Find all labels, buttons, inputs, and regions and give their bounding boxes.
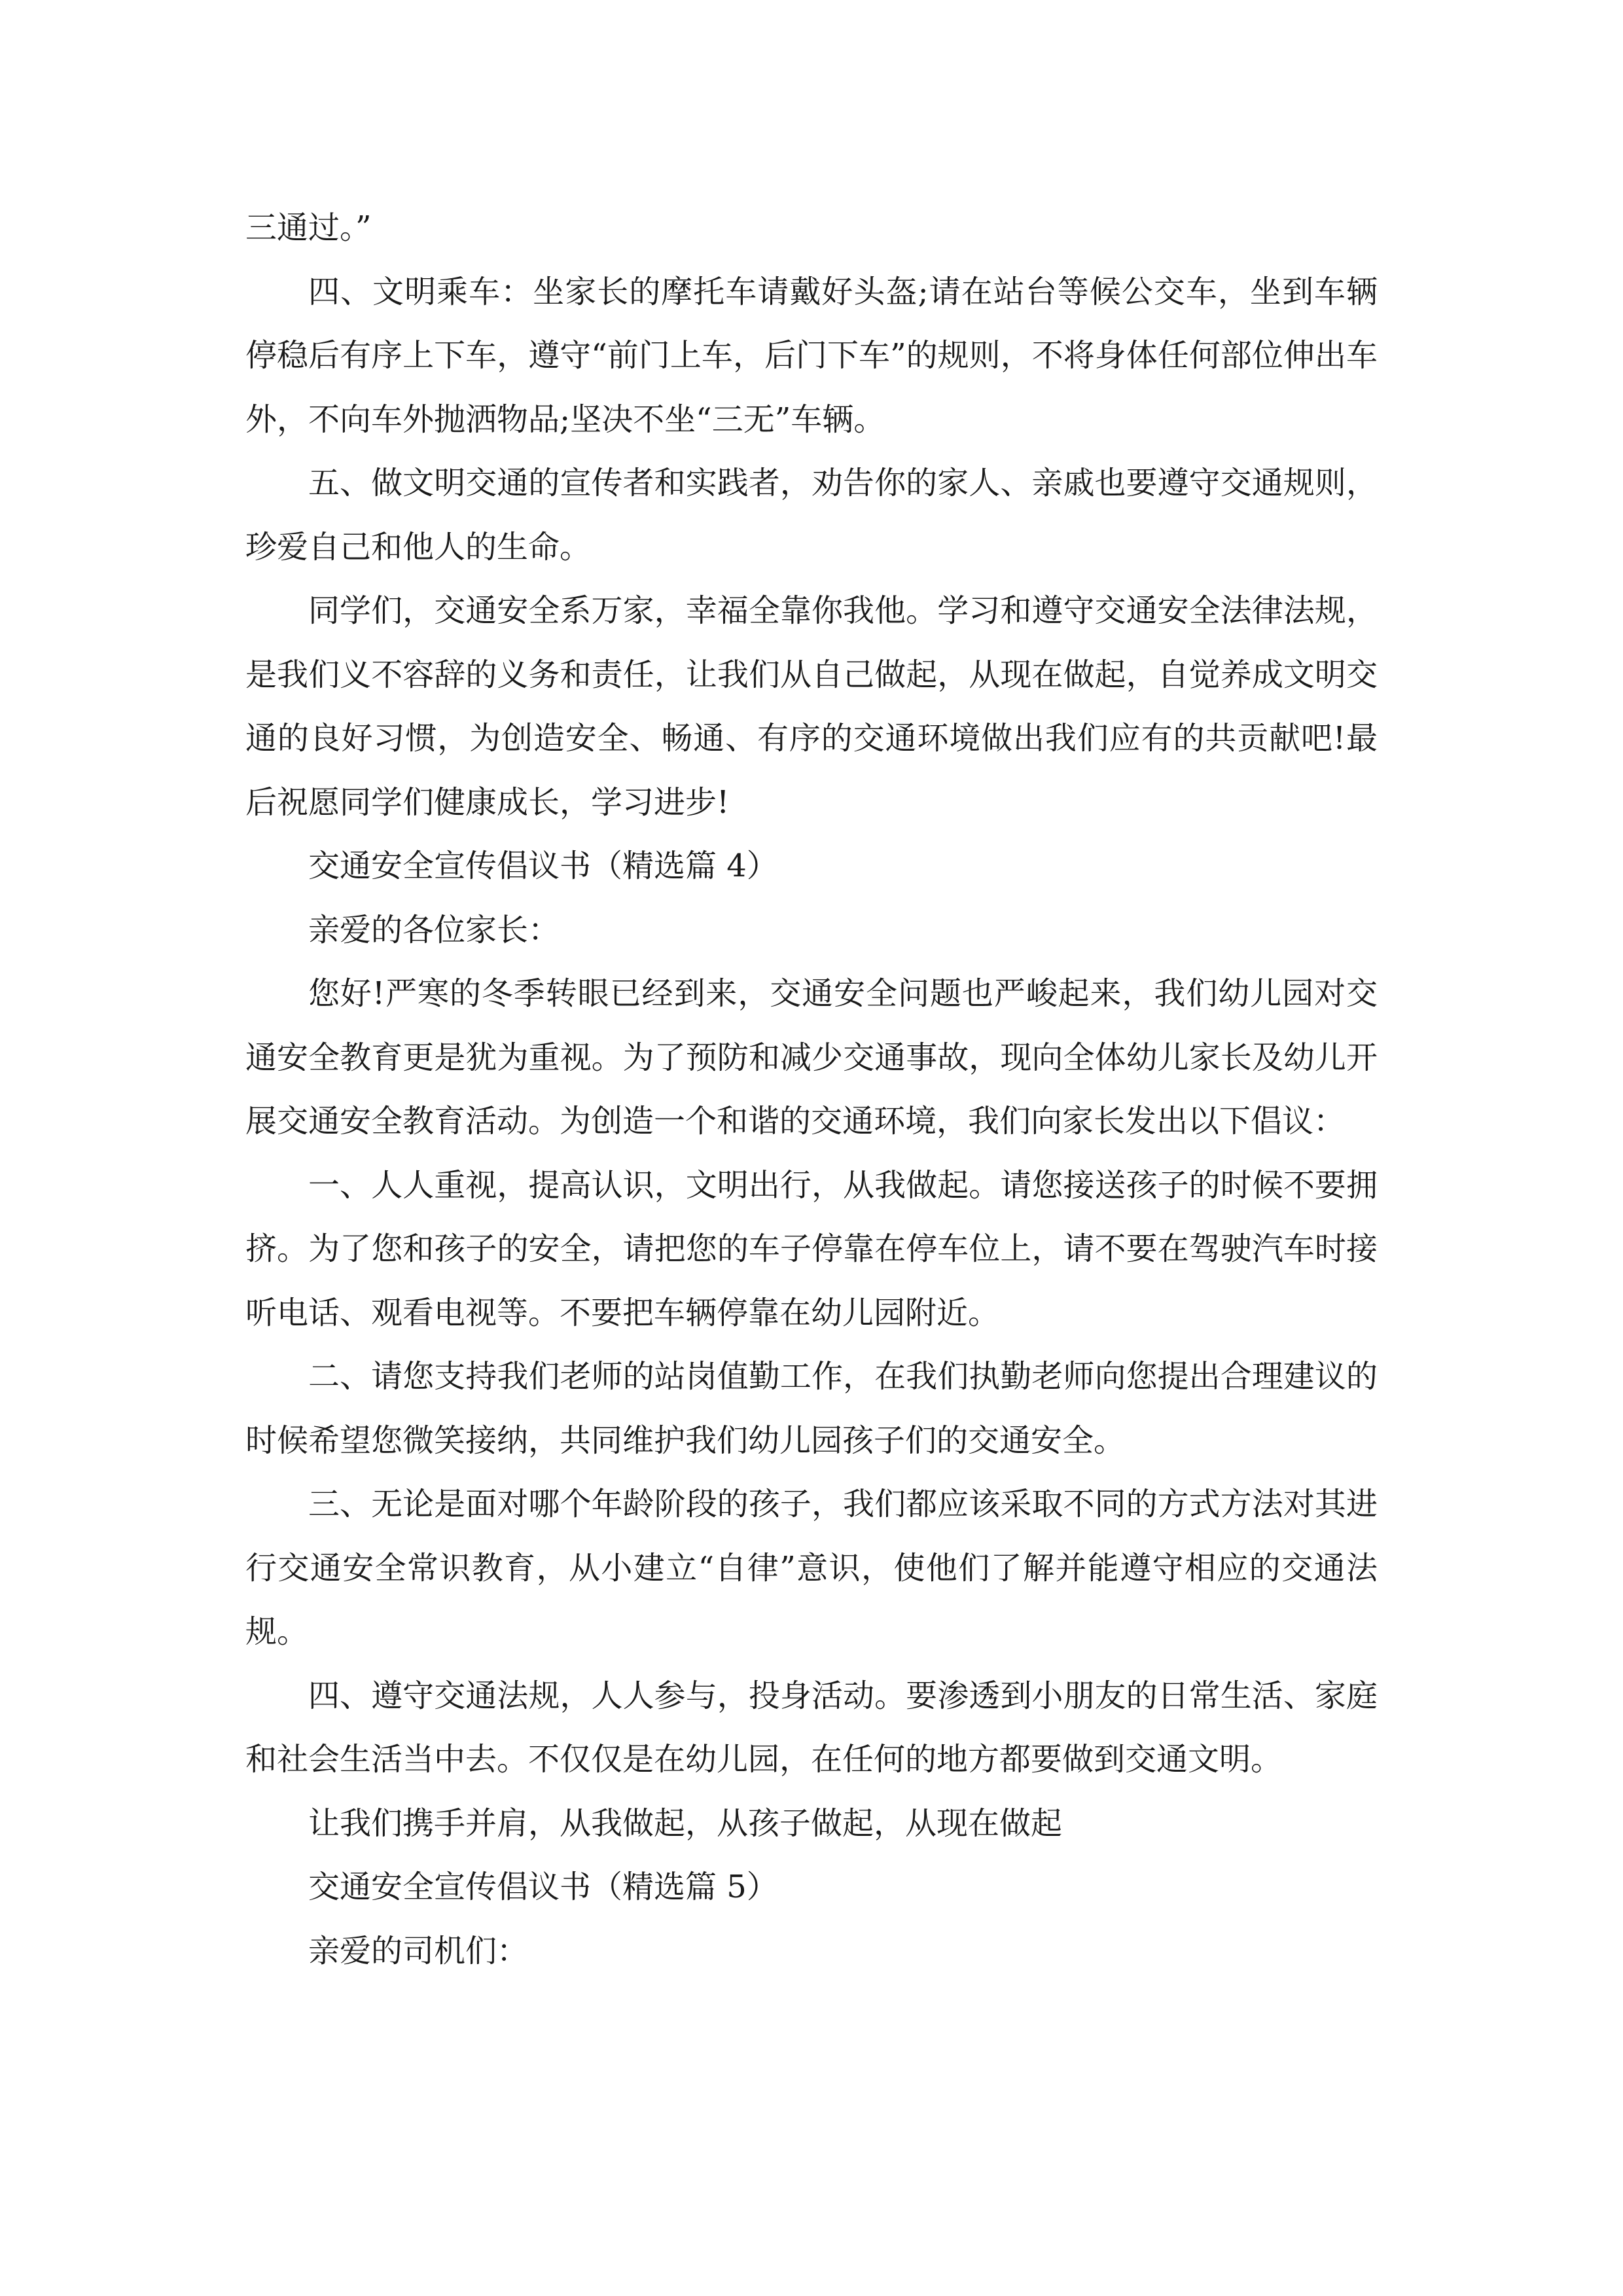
paragraph-item-1: 一、人人重视，提高认识，文明出行，从我做起。请您接送孩子的时候不要拥挤。为了您和孩子的安全，请把您的车子停靠在停车位上，请不要在驾驶汽车时接听电话、观看电视等。不要把车辆停靠在幼儿园附近。 (245, 1166, 1378, 1331)
document-body (245, 196, 1378, 1983)
paragraph-promoter: 五、做文明交通的宣传者和实践者，劝告你的家人、亲戚也要遵守交通规则，珍爱自己和他人的生命。 (245, 465, 1378, 565)
salutation-parents: 亲爱的各位家长： (308, 911, 560, 948)
paragraph-call-to-action: 让我们携手并肩，从我做起，从孩子做起，从现在做起 (308, 1804, 1063, 1842)
paragraph-students-closing: 同学们，交通安全系万家，幸福全靠你我他。学习和遵守交通安全法律法规，是我们义不容辞的义务和责任，让我们从自己做起，从现在做起，自觉养成文明交通的良好习惯，为创造安全、畅通、有序的交通环境做出我们应有的共贡献吧!最后祝愿同学们健康成长，学习进步! (245, 592, 1378, 821)
paragraph-item-4: 四、遵守交通法规，人人参与，投身活动。要渗透到小朋友的日常生活、家庭和社会生活当中去。不仅仅是在幼儿园，在任何的地方都要做到交通文明。 (245, 1677, 1378, 1778)
section-heading-4: 交通安全宣传倡议书（精选篇 4） (308, 848, 778, 884)
paragraph-item-2: 二、请您支持我们老师的站岗值勤工作，在我们执勤老师向您提出合理建议的时候希望您微笑接纳，共同维护我们幼儿园孩子们的交通安全。 (245, 1358, 1378, 1459)
paragraph-greeting: 您好!严寒的冬季转眼已经到来，交通安全问题也严峻起来，我们幼儿园对交通安全教育更是犹为重视。为了预防和减少交通事故，现向全体幼儿家长及幼儿开展交通安全教育活动。为创造一个和谐的交通环境，我们向家长发出以下倡议： (245, 975, 1378, 1139)
salutation-drivers: 亲爱的司机们： (308, 1932, 529, 1969)
paragraph-civilized-riding: 四、文明乘车：坐家长的摩托车请戴好头盔;请在站台等候公交车，坐到车辆停稳后有序上下车，遵守“前门上车，后门下车”的规则，不将身体任何部位伸出车外，不向车外抛洒物品;坚决不坐“三无”车辆。 (245, 273, 1378, 438)
paragraph-continuation: 三通过。” (245, 209, 372, 246)
paragraph-item-3: 三、无论是面对哪个年龄阶段的孩子，我们都应该采取不同的方式方法对其进行交通安全常识教育，从小建立“自律”意识，使他们了解并能遵守相应的交通法规。 (245, 1486, 1378, 1650)
section-heading-5: 交通安全宣传倡议书（精选篇 5） (308, 1869, 778, 1905)
